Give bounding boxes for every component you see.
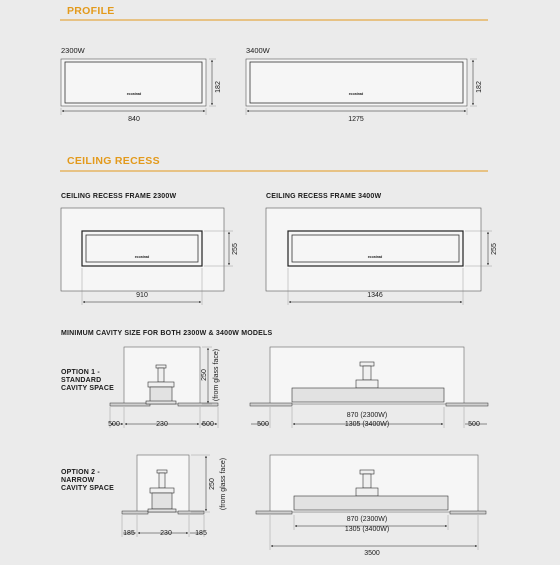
option2-height: 250 [209,478,216,490]
option1-front-view [250,347,488,428]
option2-side-heater [152,493,172,509]
profile-3400w-panel [246,59,467,106]
recess-3400w-title: CEILING RECESS FRAME 3400W [266,193,382,200]
option2-front-bracket [363,474,371,488]
recess-3400w-height: 255 [491,243,498,255]
option1-front-ceiling-left [250,403,292,406]
option1-height: 250 [201,369,208,381]
option2-center: 230 [160,530,172,537]
option1-wide-left: 500 [257,421,269,428]
cavity-section-title: MINIMUM CAVITY SIZE FOR BOTH 2300W & 3400W MODELS [61,330,273,337]
profile-2300w-logo: ecostrad [126,92,142,96]
option2-side-left: 185 [123,530,135,537]
option2-ceiling-right [178,511,204,514]
profile-2300w-width: 840 [128,116,140,123]
option2-side-bracket [159,473,165,488]
option1-side-right: 500 [202,421,214,428]
option1-label-line3: CAVITY SPACE [61,385,114,392]
option2-overall: 3500 [364,550,380,557]
option2-label [61,469,114,492]
option1-wide-right: 500 [468,421,480,428]
profile-3400w [246,46,483,123]
option2-front-ceiling-right [450,511,486,514]
option1-side-left: 500 [108,421,120,428]
recess-2300w-logo: ecostrad [134,255,150,259]
option2-label-line1: OPTION 2 - [61,469,100,476]
recess-frame-2300w [61,193,239,305]
recess-frame-3400w [266,193,498,305]
recess-2300w-ceiling-board [61,208,224,291]
option2-ceiling-left [122,511,148,514]
ceiling-recess-section-title: CEILING RECESS [67,155,160,167]
profile-2300w-height: 182 [215,81,222,93]
option1-side-bracket [158,368,164,382]
profile-section-title: PROFILE [67,5,115,17]
profile-2300w [61,46,222,123]
option2-side-view [122,455,227,537]
option1-label [61,369,114,392]
option2-front-ceiling-left [256,511,292,514]
option1-center: 230 [156,421,168,428]
option1-label-line1: OPTION 1 - [61,369,100,376]
profile-3400w-height: 182 [476,81,483,93]
option2-front-view [256,455,486,557]
option1-label-line2: STANDARD [61,377,102,384]
option2-len-2300: 870 (2300W) [346,516,388,523]
option1-side-view [108,347,220,428]
recess-2300w-width: 910 [136,292,148,299]
option1-height-note: (from glass face) [213,348,220,402]
option1-front-bracket [363,366,371,380]
option1-front-heater [292,388,444,402]
profile-2300w-label: 2300W [61,46,85,55]
recess-2300w-height: 255 [232,243,239,255]
option1-front-ceiling-right [446,403,488,406]
option2-side-right: 185 [195,530,207,537]
option2-label-line3: CAVITY SPACE [61,485,114,492]
recess-2300w-title: CEILING RECESS FRAME 2300W [61,193,177,200]
option2-height-note: (from glass face) [220,457,227,511]
option2-front-heater [294,496,448,510]
option2-len-3400: 1305 (3400W) [344,526,390,533]
option2-label-line2: NARROW [61,477,95,484]
profile-2300w-panel [61,59,206,106]
recess-3400w-width: 1346 [367,292,383,299]
option1-ceiling-right [178,403,218,406]
option1-len-3400: 1305 (3400W) [344,421,390,428]
profile-3400w-label: 3400W [246,46,270,55]
option1-ceiling-left [110,403,150,406]
profile-3400w-width: 1275 [348,116,364,123]
recess-3400w-ceiling-board [266,208,481,291]
profile-3400w-logo: ecostrad [348,92,364,96]
option1-len-2300: 870 (2300W) [346,412,388,419]
recess-3400w-logo: ecostrad [367,255,383,259]
option1-side-heater [150,387,172,402]
